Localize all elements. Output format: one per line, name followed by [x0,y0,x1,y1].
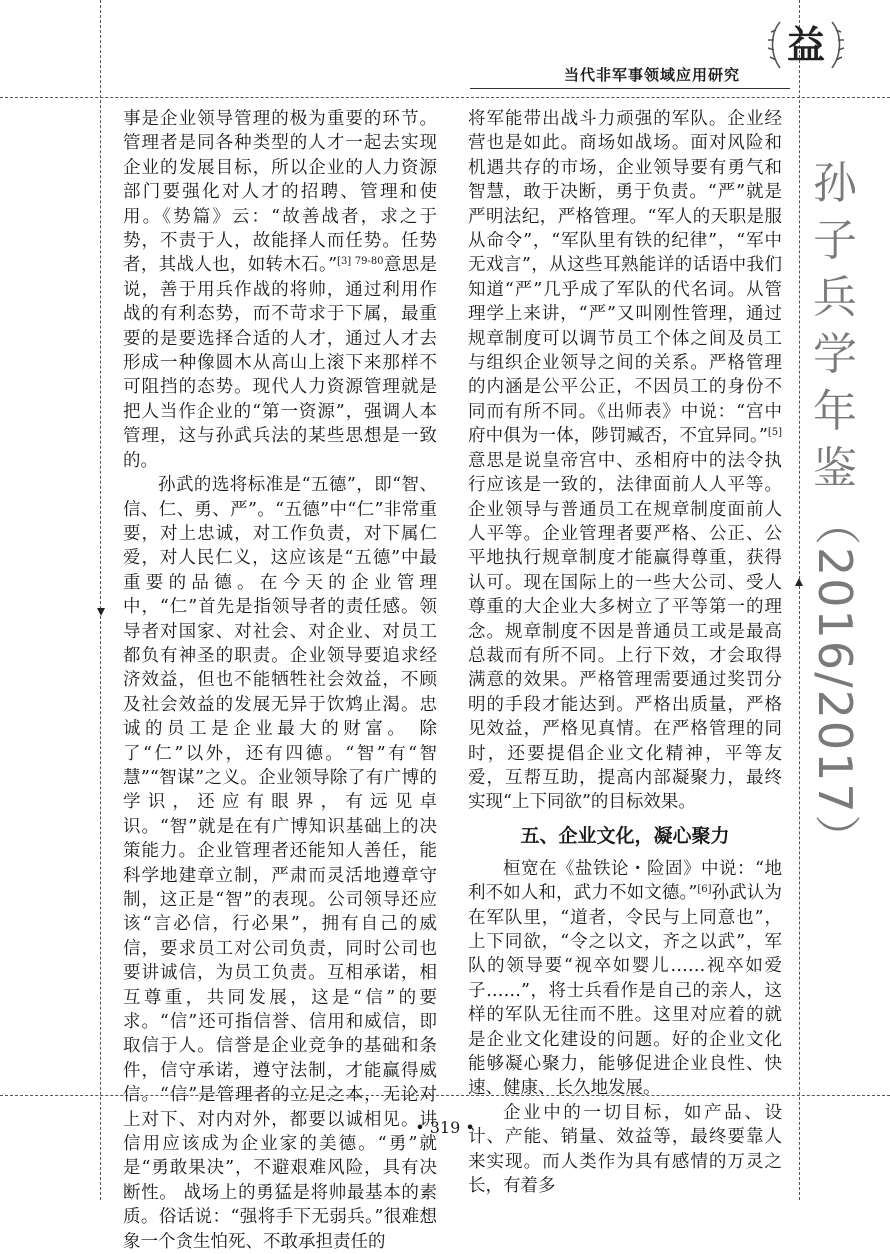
side-title-char: 年 [813,386,857,437]
citation: [5] [767,427,782,439]
paragraph: 孙武的选将标准是“五德”，即“智、信、仁、勇、严”。“五德”中“仁”非常重要，对上忠诚，对工作负责，对下属仁爱，对人民仁义，这应该是“五德”中最重要的品德。在今天的企业管理中，“仁”首先是指领导者的责任感。领导者对国家、对社会、对企业、对员工都负有神圣的职责。企业领导要追求经济效益，但也不能牺牲社会效益，不顾及社会效益的发展无异于饮鸩止渴。忠诚的员工是企业最大的财富。 除了“仁”以外，还有四德。“智”有“智慧”“智谋”之义。企业领导除了有广博的学识，还应有眼界，有远见卓识。“智”就是在有广博知识基础上的决策能力。企业管理者还能知人善任，能科学地建章立制，严肃而灵活地遵章守制，这正是“智”的表现。公司领导还应该“言必信，行必果”，拥有自己的威信，要求员工对公司负责，同时公司也要讲诚信，为员工负责。互相承诺，相互尊重，共同发展，这是“信”的要求。“信”还可指信誉、信用和威信，即取信于人。信誉是企业竞争的基础和条件，信守承诺，遵守法制，才能赢得威信。“信”是管理者的立足之本，无论对上对下、对内对外，都要以诚相见。讲信用应该成为企业家的美德。“勇”就是“勇敢果决”，不避艰难风险，具有决断性。 战场上的勇猛是将帅最基本的素质。俗话说：“强将手下无弱兵。”很难想象一个贪生怕死、不敢承担责任的 [123,475,437,1252]
paragraph-text: 意思是说皇帝宫中、丞相府中的法令执行应该是一致的，法律面前人人平等。企业领导与普通员工在规章制度面前人人平等。企业管理者要严格、公正、公平地执行规章制度才能赢得尊重，获得认可。现在国际上的一些大公司、受人尊重的大企业大多树立了平等第一的理念。规章制度不因是普通员工或是最高总裁而有所不同。上行下效，才会取得满意的效果。严格管理需要通过奖罚分明的手段才能达到。严格出质量，严格见效益，严格见真情。在严格管理的同时，还要提倡企业文化精神，平等友爱，互帮互助，提高内部凝聚力，最终实现“上下同欲”的目标效果。 [468,450,782,813]
side-title-char: 鉴 [813,443,857,494]
left-text-column [123,107,437,1254]
guide-arrow-down-icon [97,608,105,616]
side-title-char: 子 [813,215,857,266]
paragraph [123,107,437,473]
logo-glyph: 益 [786,22,826,67]
paragraph [468,107,782,815]
crop-guide-top [0,97,890,98]
paragraph-text: 桓宽在《盐铁论・险固》中说：“地利不如人和，武力不如文德。” [468,858,782,904]
page-number: • 319 • [415,1118,475,1137]
crop-guide-right [799,0,800,1200]
section-heading: 五、企业文化，凝心聚力 [520,824,730,847]
yearbook-side-title [805,155,865,863]
running-header-title: 当代非军事领域应用研究 [563,66,740,84]
paragraph [468,857,782,1101]
paragraph-text: 事是企业领导管理的极为重要的环节。管理者是同各种类型的人才一起去实现企业的发展目标，所以企业的人力资源部门要强化对人才的招聘、管理和使用。《势篇》云：“故善战者，求之于势，不责于人，故能择人而任势。任势者，其战人也，如转木石。” [123,109,437,276]
side-title-char: 学 [813,329,857,380]
citation: [6] [697,884,712,896]
paragraph-text: 意思是说，善于用兵作战的将帅，通过利用作战的有利态势，而不苛求于下属，最重要的是要选择合适的人才，通过人才去形成一种像圆木从高山上滚下来那样不可阻挡的态势。现代人力资源管理就是把人当作企业的“第一资源”，强调人本管理，这与孙武兵法的某些思想是一致的。 [123,255,438,471]
header-rule [470,88,790,89]
citation: [3] 79-80 [337,256,384,268]
guide-arrow-up-icon [795,578,803,586]
yearbook-logo-icon [766,10,846,80]
crop-guide-left [100,0,101,1200]
paragraph-text: 将军能带出战斗力顽强的军队。企业经营也是如此。商场如战场。面对风险和机遇共存的市场，企业领导要有勇气和智慧，敢于决断，勇于负责。“严”就是严明法纪，严格管理。“军人的天职是服从命令”，“军队里有铁的纪律”，“军中无戏言”，从这些耳熟能详的话语中我们知道“严”几乎成了军队的代名词。从管理学上来讲，“严”又叫刚性管理，通过规章制度可以调节员工个体之间及员工与组织企业领导之间的关系。严格管理的内涵是公平公正，不因员工的身份不同而有所不同。《出师表》中说：“宫中府中俱为一体，陟罚臧否，不宜异同。” [468,109,782,447]
paragraph-text: 孙武认为在军队里，“道者，令民与上同意也”，上下同欲，“令之以文，齐之以武”，军队的领导要“视卒如婴儿……视卒如爱子……”，将士兵看作是自己的亲人，这样的军队无往而不胜。这里对应着的就是企业文化建设的问题。好的企业文化能够凝心聚力，能够促进企业良性、快速、健康、长久地发展。 [468,883,782,1099]
side-title-char: 孙 [813,158,857,209]
side-title-year: （2016/2017） [808,499,862,863]
paragraph: 企业中的一切目标，如产品、设计、产能、销量、效益等，最终要靠人来实现。而人类作为具有感情的万灵之长，有着多 [468,1102,782,1197]
right-text-column [468,107,782,1198]
side-title-char: 兵 [813,272,857,323]
